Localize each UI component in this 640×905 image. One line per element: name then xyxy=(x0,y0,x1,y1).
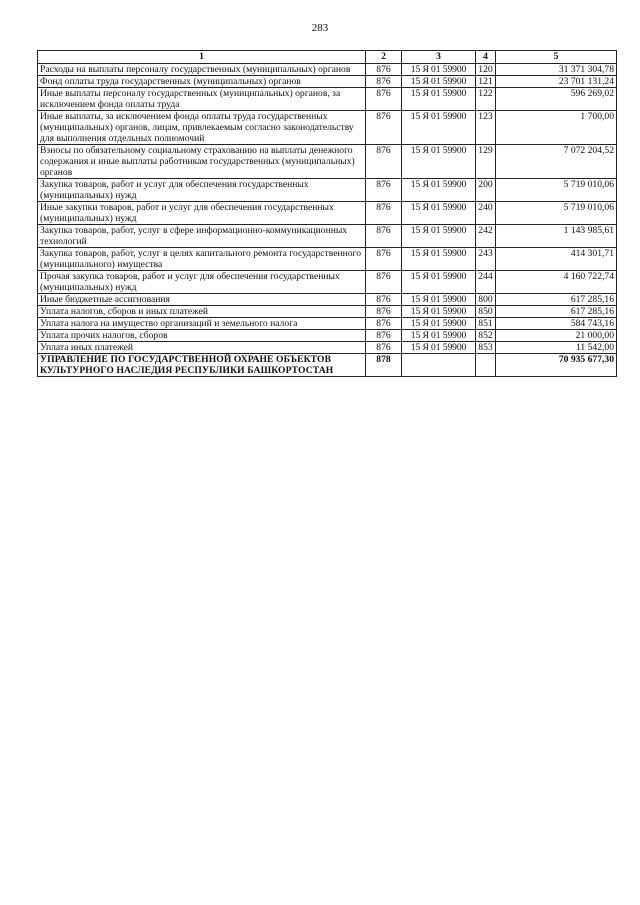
row-name-cell: Закупка товаров, работ, услуг в целях капитального ремонта государственного (муниципального) имущества xyxy=(38,248,366,271)
row-csr-cell: 15 Я 01 59900 xyxy=(402,76,476,88)
table-row xyxy=(38,111,617,145)
row-code-cell: 878 xyxy=(366,354,402,377)
row-code-cell: 876 xyxy=(366,342,402,354)
row-vr-cell: 243 xyxy=(476,248,496,271)
row-code-cell: 876 xyxy=(366,202,402,225)
table-row xyxy=(38,354,617,377)
row-name-cell: Закупка товаров, работ, услуг в сфере информационно-коммуникационных технологий xyxy=(38,225,366,248)
row-amount-cell: 5 719 010,06 xyxy=(496,202,617,225)
row-name-cell: Иные бюджетные ассигнования xyxy=(38,294,366,306)
row-name-cell: Иные выплаты персоналу государственных (муниципальных) органов, за исключением фонда оплаты труда xyxy=(38,88,366,111)
row-vr-cell: 240 xyxy=(476,202,496,225)
row-code-cell: 876 xyxy=(366,271,402,294)
row-amount-cell: 1 700,00 xyxy=(496,111,617,145)
row-csr-cell: 15 Я 01 59900 xyxy=(402,306,476,318)
header-col-2: 2 xyxy=(366,51,402,64)
row-vr-cell: 800 xyxy=(476,294,496,306)
row-name-cell: Уплата иных платежей xyxy=(38,342,366,354)
row-name-cell: Прочая закупка товаров, работ и услуг для обеспечения государственных (муниципальных) нужд xyxy=(38,271,366,294)
table-row xyxy=(38,202,617,225)
row-csr-cell: 15 Я 01 59900 xyxy=(402,225,476,248)
row-csr-cell: 15 Я 01 59900 xyxy=(402,179,476,202)
header-col-5: 5 xyxy=(496,51,617,64)
row-amount-cell: 414 301,71 xyxy=(496,248,617,271)
row-name-cell: Взносы по обязательному социальному страхованию на выплаты денежного содержания и иные выплаты работникам государственных (муниципальных) органов xyxy=(38,145,366,179)
row-name-cell: УПРАВЛЕНИЕ ПО ГОСУДАРСТВЕННОЙ ОХРАНЕ ОБЪЕКТОВ КУЛЬТУРНОГО НАСЛЕДИЯ РЕСПУБЛИКИ БАШКОРТОСТАН xyxy=(38,354,366,377)
row-csr-cell: 15 Я 01 59900 xyxy=(402,248,476,271)
row-vr-cell: 242 xyxy=(476,225,496,248)
row-vr-cell: 121 xyxy=(476,76,496,88)
row-name-cell: Фонд оплаты труда государственных (муниципальных) органов xyxy=(38,76,366,88)
table-row xyxy=(38,88,617,111)
page-number: 283 xyxy=(311,22,329,34)
row-code-cell: 876 xyxy=(366,294,402,306)
row-code-cell: 876 xyxy=(366,145,402,179)
row-vr-cell: 200 xyxy=(476,179,496,202)
row-code-cell: 876 xyxy=(366,248,402,271)
row-amount-cell: 21 000,00 xyxy=(496,330,617,342)
table-row xyxy=(38,318,617,330)
table-row xyxy=(38,225,617,248)
header-col-1: 1 xyxy=(38,51,366,64)
row-vr-cell: 123 xyxy=(476,111,496,145)
row-amount-cell: 1 143 985,61 xyxy=(496,225,617,248)
row-amount-cell: 11 542,00 xyxy=(496,342,617,354)
row-csr-cell: 15 Я 01 59900 xyxy=(402,342,476,354)
row-code-cell: 876 xyxy=(366,179,402,202)
table-body xyxy=(38,64,617,377)
table-header-row xyxy=(38,51,617,64)
table-row xyxy=(38,294,617,306)
table-row xyxy=(38,306,617,318)
row-csr-cell: 15 Я 01 59900 xyxy=(402,330,476,342)
table-row xyxy=(38,179,617,202)
row-code-cell: 876 xyxy=(366,76,402,88)
row-csr-cell: 15 Я 01 59900 xyxy=(402,202,476,225)
row-vr-cell: 122 xyxy=(476,88,496,111)
row-code-cell: 876 xyxy=(366,318,402,330)
table-row xyxy=(38,76,617,88)
budget-table xyxy=(37,50,617,377)
table-row xyxy=(38,330,617,342)
row-csr-cell: 15 Я 01 59900 xyxy=(402,318,476,330)
row-code-cell: 876 xyxy=(366,330,402,342)
table-row xyxy=(38,248,617,271)
table-row xyxy=(38,64,617,76)
row-vr-cell xyxy=(476,354,496,377)
row-amount-cell: 70 935 677,30 xyxy=(496,354,617,377)
row-code-cell: 876 xyxy=(366,88,402,111)
row-csr-cell: 15 Я 01 59900 xyxy=(402,111,476,145)
row-amount-cell: 617 285,16 xyxy=(496,294,617,306)
row-amount-cell: 4 160 722,74 xyxy=(496,271,617,294)
row-vr-cell: 120 xyxy=(476,64,496,76)
row-vr-cell: 129 xyxy=(476,145,496,179)
row-name-cell: Иные выплаты, за исключением фонда оплаты труда государственных (муниципальных) органов, лицам, привлекаемым согласно законодательству для выполнения отдельных полномочий xyxy=(38,111,366,145)
row-amount-cell: 5 719 010,06 xyxy=(496,179,617,202)
row-csr-cell: 15 Я 01 59900 xyxy=(402,88,476,111)
row-amount-cell: 7 072 204,52 xyxy=(496,145,617,179)
row-vr-cell: 850 xyxy=(476,306,496,318)
row-name-cell: Иные закупки товаров, работ и услуг для обеспечения государственных (муниципальных) нужд xyxy=(38,202,366,225)
row-csr-cell: 15 Я 01 59900 xyxy=(402,294,476,306)
table-row xyxy=(38,271,617,294)
header-col-4: 4 xyxy=(476,51,496,64)
row-amount-cell: 31 371 304,78 xyxy=(496,64,617,76)
row-vr-cell: 852 xyxy=(476,330,496,342)
row-name-cell: Уплата прочих налогов, сборов xyxy=(38,330,366,342)
row-vr-cell: 851 xyxy=(476,318,496,330)
row-name-cell: Уплата налога на имущество организаций и земельного налога xyxy=(38,318,366,330)
table-row xyxy=(38,342,617,354)
row-amount-cell: 23 701 131,24 xyxy=(496,76,617,88)
row-name-cell: Расходы на выплаты персоналу государственных (муниципальных) органов xyxy=(38,64,366,76)
row-code-cell: 876 xyxy=(366,111,402,145)
row-amount-cell: 617 285,16 xyxy=(496,306,617,318)
header-col-3: 3 xyxy=(402,51,476,64)
row-csr-cell: 15 Я 01 59900 xyxy=(402,64,476,76)
row-csr-cell xyxy=(402,354,476,377)
row-amount-cell: 596 269,02 xyxy=(496,88,617,111)
row-code-cell: 876 xyxy=(366,225,402,248)
row-amount-cell: 584 743,16 xyxy=(496,318,617,330)
row-vr-cell: 244 xyxy=(476,271,496,294)
row-csr-cell: 15 Я 01 59900 xyxy=(402,271,476,294)
row-code-cell: 876 xyxy=(366,64,402,76)
row-csr-cell: 15 Я 01 59900 xyxy=(402,145,476,179)
row-vr-cell: 853 xyxy=(476,342,496,354)
row-name-cell: Уплата налогов, сборов и иных платежей xyxy=(38,306,366,318)
table-row xyxy=(38,145,617,179)
row-name-cell: Закупка товаров, работ и услуг для обеспечения государственных (муниципальных) нужд xyxy=(38,179,366,202)
row-code-cell: 876 xyxy=(366,306,402,318)
